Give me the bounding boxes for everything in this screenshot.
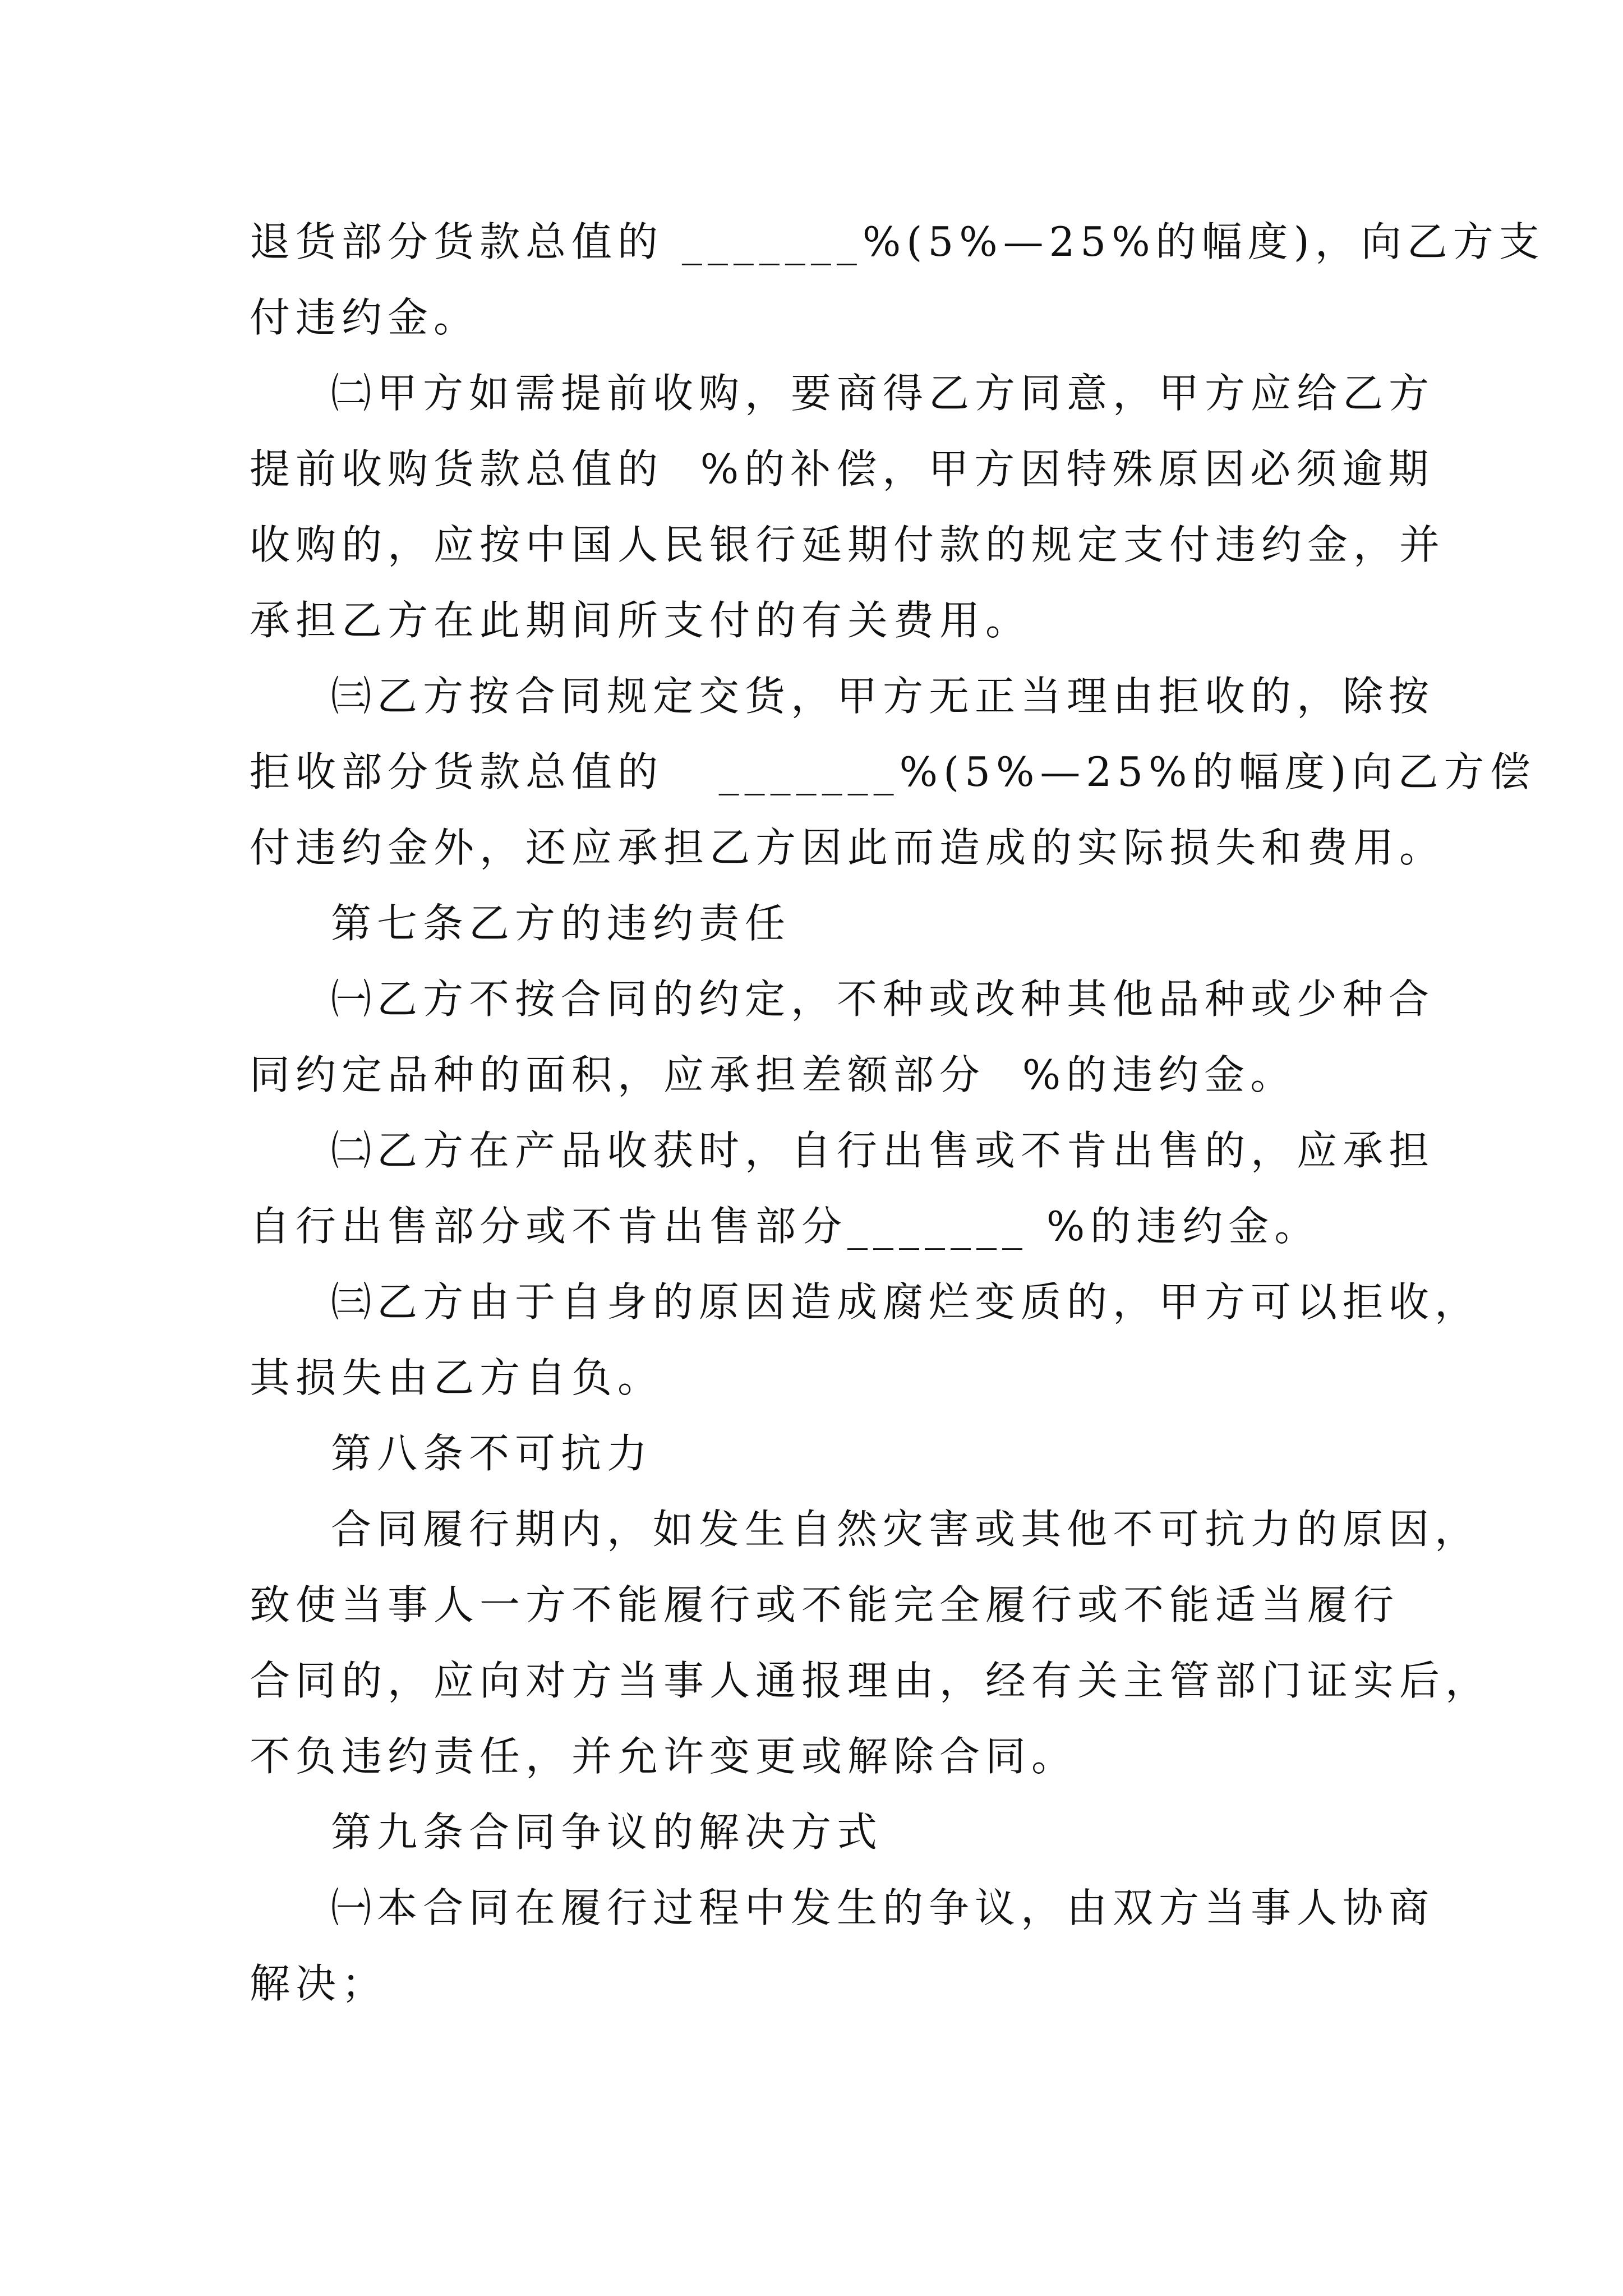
text-line-19: 致使当事人一方不能履行或不能完全履行或不能适当履行 <box>250 1581 1400 1628</box>
text-line-1: 退货部分货款总值的 _______%(5%—25%的幅度)，向乙方支 <box>250 218 1545 265</box>
section-heading-9: 第九条合同争议的解决方式 <box>331 1809 883 1856</box>
text-line-12: 同约定品种的面积，应承担差额部分 %的违约金。 <box>250 1051 1297 1098</box>
text-line-15: ㈢乙方由于自身的原因造成腐烂变质的，甲方可以拒收， <box>331 1278 1481 1326</box>
text-line-4: 提前收购货款总值的 %的补偿，甲方因特殊原因必须逾期 <box>250 445 1435 493</box>
text-line-20: 合同的，应向对方当事人通报理由，经有关主管部门证实后， <box>250 1657 1492 1704</box>
text-line-23: ㈠本合同在履行过程中发生的争议，由双方当事人协商 <box>331 1884 1435 1931</box>
section-heading-8: 第八条不可抗力 <box>331 1430 653 1477</box>
text-line-18: 合同履行期内，如发生自然灾害或其他不可抗力的原因， <box>331 1506 1481 1553</box>
text-line-21: 不负违约责任，并允许变更或解除合同。 <box>250 1733 1078 1780</box>
text-line-7: ㈢乙方按合同规定交货，甲方无正当理由拒收的，除按 <box>331 673 1435 720</box>
text-line-3: ㈡甲方如需提前收购，要商得乙方同意，甲方应给乙方 <box>331 370 1435 417</box>
text-line-2: 付违约金。 <box>250 294 480 341</box>
text-line-8: 拒收部分货款总值的 _______%(5%—25%的幅度)向乙方偿 <box>250 748 1536 795</box>
text-line-13: ㈡乙方在产品收获时，自行出售或不肯出售的，应承担 <box>331 1127 1435 1174</box>
text-line-14: 自行出售部分或不肯出售部分_______ %的违约金。 <box>250 1203 1321 1250</box>
text-line-11: ㈠乙方不按合同的约定，不种或改种其他品种或少种合 <box>331 976 1435 1023</box>
text-line-6: 承担乙方在此期间所支付的有关费用。 <box>250 597 1032 644</box>
text-line-24: 解决； <box>250 1960 388 2007</box>
text-line-9: 付违约金外，还应承担乙方因此而造成的实际损失和费用。 <box>250 824 1446 871</box>
text-line-5: 收购的，应按中国人民银行延期付款的规定支付违约金，并 <box>250 521 1446 568</box>
section-heading-7: 第七条乙方的违约责任 <box>331 900 791 947</box>
text-line-16: 其损失由乙方自负。 <box>250 1354 664 1401</box>
